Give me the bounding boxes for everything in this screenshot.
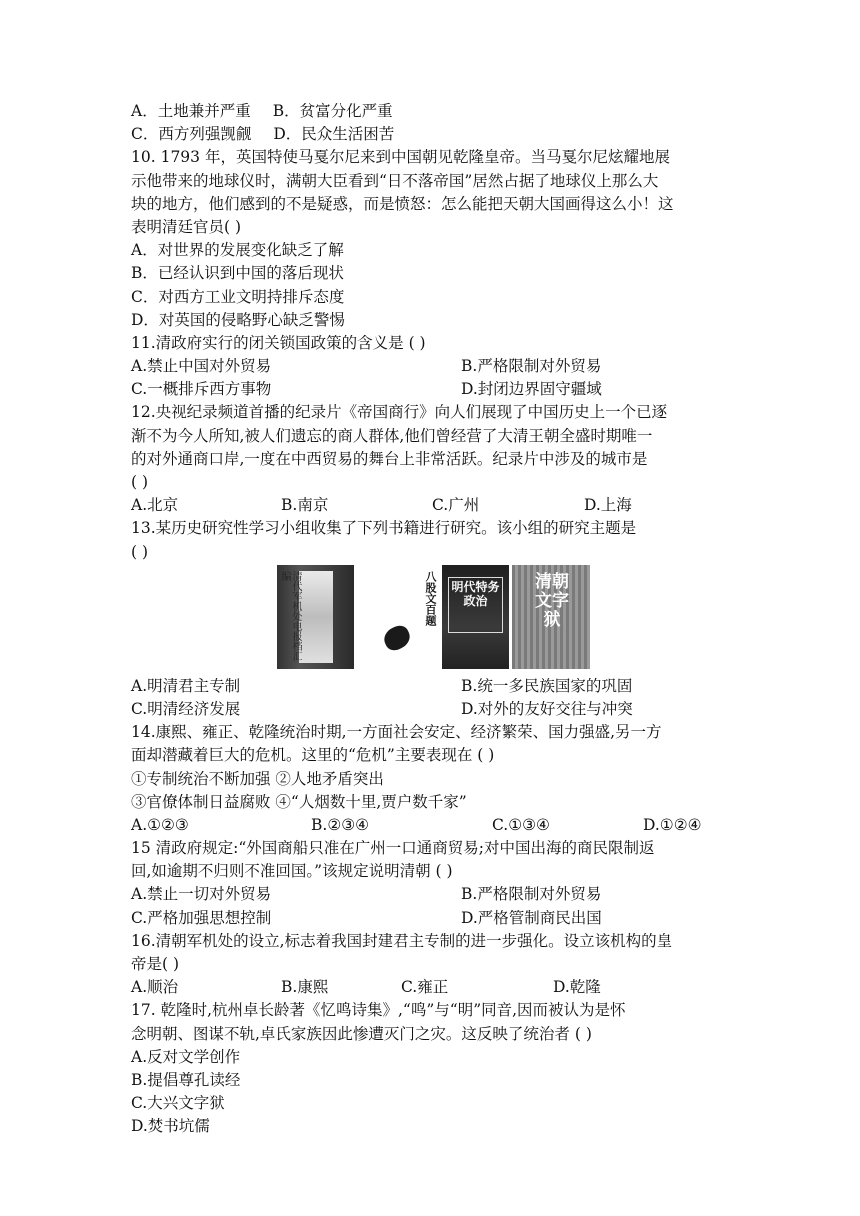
exam-page	[131, 100, 731, 1139]
q14-stem-line: 14.康熙、雍正、乾隆统治时期,一方面社会安定、经济繁荣、国力强盛,另一方	[131, 723, 662, 742]
book-cover-1-title: 清代军机处电报档汇编	[279, 570, 301, 661]
q13-options-row2	[131, 698, 731, 721]
q15-option-d: D.严格管制商民出国	[461, 908, 602, 927]
q13-option-c: C.明清经济发展	[131, 699, 241, 718]
q13-stem-line: 13.某历史研究性学习小组收集了下列书籍进行研究。该小组的研究主题是	[131, 519, 637, 538]
book-cover-4-title: 清朝文字狱	[535, 571, 569, 630]
q12-option-d: D.上海	[584, 496, 632, 515]
book-cover-1	[277, 565, 354, 669]
q15-option-a: A.禁止一切对外贸易	[131, 885, 272, 904]
q16-stem-line: 帝是( )	[131, 955, 180, 973]
q9-options-row1	[131, 100, 731, 123]
q16-stem-line: 16.清朝军机处的设立,标志着我国封建君主专制的进一步强化。设立该机构的皇	[131, 931, 673, 950]
q16-options-row	[131, 976, 731, 999]
q9-option-c: C．西方列强觊觎	[131, 125, 252, 144]
q11-stem: 11.清政府实行的闭关锁国政策的含义是 ( )	[131, 333, 426, 352]
book-cover-4	[512, 565, 590, 669]
q16-option-a: A.顺治	[131, 978, 179, 997]
q17-option-a: A.反对文学创作	[131, 1047, 241, 1066]
q10-option-c: C．对西方工业文明持排斥态度	[131, 287, 345, 306]
q13-stem-line: ( )	[131, 542, 149, 561]
q16-option-c: C.雍正	[401, 978, 449, 997]
q9-option-b: B．贫富分化严重	[272, 102, 393, 120]
q12-option-b: B.南京	[281, 496, 329, 515]
q15-stem-line: 回,如逾期不归则不准回国。”该规定说明清朝 ( )	[131, 862, 453, 881]
q17-option-c: C.大兴文字狱	[131, 1094, 225, 1113]
q12-stem-line: 的对外通商口岸,一度在中西贸易的舞台上非常活跃。纪录片中涉及的城市是	[131, 449, 648, 468]
q10-option-a: A．对世界的发展变化缺乏了解	[131, 241, 344, 260]
q10-stem-line: 块的地方，他们感到的不是疑惑，而是愤怒：怎么能把天朝大国画得这么小！这	[131, 194, 674, 213]
q10-stem-line: 10. 1793 年，英国特使马戛尔尼来到中国朝见乾隆皇帝。当马戛尔尼炫耀地展	[131, 148, 670, 167]
q10-option-d: D．对英国的侵略野心缺乏警惕	[131, 310, 345, 329]
q14-option-c: C.①③④	[492, 815, 550, 834]
book-cover-3-title: 明代特务政治	[448, 577, 503, 633]
q14-option-d: D.①②④	[643, 815, 702, 834]
q9-options-row2	[131, 123, 731, 146]
q13-option-a: A.明清君主专制	[131, 676, 241, 695]
q15-option-b: B.严格限制对外贸易	[461, 885, 602, 904]
q17-option-d: D.焚书坑儒	[131, 1117, 210, 1136]
q15-stem-line: 15 清政府规定:“外国商船只准在广州一口通商贸易;对中国出海的商民限制返	[131, 839, 655, 858]
q17-stem-line: 念明朝、图谋不轨,卓氏家族因此惨遭灭门之灾。这反映了统治者 ( )	[131, 1024, 592, 1043]
q12-options-row	[131, 494, 731, 517]
book-cover-3	[442, 565, 509, 669]
q14-option-a: A.①②③	[131, 815, 189, 834]
q11-option-d: D.封闭边界固守疆域	[461, 380, 602, 399]
q11-options-row1	[131, 355, 731, 378]
q17-option-b: B.提倡尊孔读经	[131, 1070, 241, 1089]
q13-option-b: B.统一多民族国家的巩固	[461, 676, 633, 695]
q10-stem-line: 示他带来的地球仪时，满朝大臣看到“日不落帝国”居然占据了地球仪上那么大	[131, 171, 659, 190]
q14-stem-line: ①专制统治不断加强 ②人地矛盾突出	[131, 769, 384, 788]
q11-options-row2	[131, 378, 731, 401]
q14-stem-line: ③官僚体制日益腐败 ④“人烟数十里,贾户数千家”	[131, 792, 467, 811]
q12-stem-line: 渐不为今人所知,被人们遗忘的商人群体,他们曾经营了大清王朝全盛时期唯一	[131, 426, 653, 445]
book-cover-2	[378, 569, 440, 669]
book-covers-image	[131, 565, 731, 673]
q13-option-d: D.对外的友好交往与冲突	[461, 699, 633, 718]
q9-option-d: D．民众生活困苦	[273, 125, 395, 144]
q10-option-b: B．已经认识到中国的落后现状	[131, 264, 344, 283]
q17-stem-line: 17. 乾隆时,杭州卓长龄著《忆鸣诗集》,“鸣”与“明”同音,因而被认为是怀	[131, 1001, 626, 1020]
q13-options-row1	[131, 675, 731, 698]
q12-stem-line: 12.央视纪录频道首播的纪录片《帝国商行》向人们展现了中国历史上一个已逐	[131, 403, 668, 422]
q12-stem-line: ( )	[131, 473, 149, 491]
q9-option-a: A．土地兼并严重	[131, 102, 251, 120]
q12-option-c: C.广州	[432, 496, 480, 515]
book-cover-2-title: 八股文百题	[424, 570, 437, 626]
q15-options-row1	[131, 883, 731, 906]
q14-stem-line: 面却潜藏着巨大的危机。这里的“危机”主要表现在 ( )	[131, 746, 495, 765]
q11-option-a: A.禁止中国对外贸易	[131, 357, 272, 376]
q16-option-b: B.康熙	[281, 978, 329, 997]
q12-option-a: A.北京	[131, 496, 179, 515]
q11-option-c: C.一概排斥西方事物	[131, 380, 272, 399]
q14-option-b: B.②③④	[311, 815, 370, 834]
q16-option-d: D.乾隆	[553, 978, 601, 997]
q15-option-c: C.严格加强思想控制	[131, 908, 272, 927]
q15-options-row2	[131, 907, 731, 930]
q10-stem-line: 表明清廷官员( )	[131, 217, 242, 236]
q11-option-b: B.严格限制对外贸易	[461, 357, 602, 376]
q14-options-row	[131, 814, 731, 837]
